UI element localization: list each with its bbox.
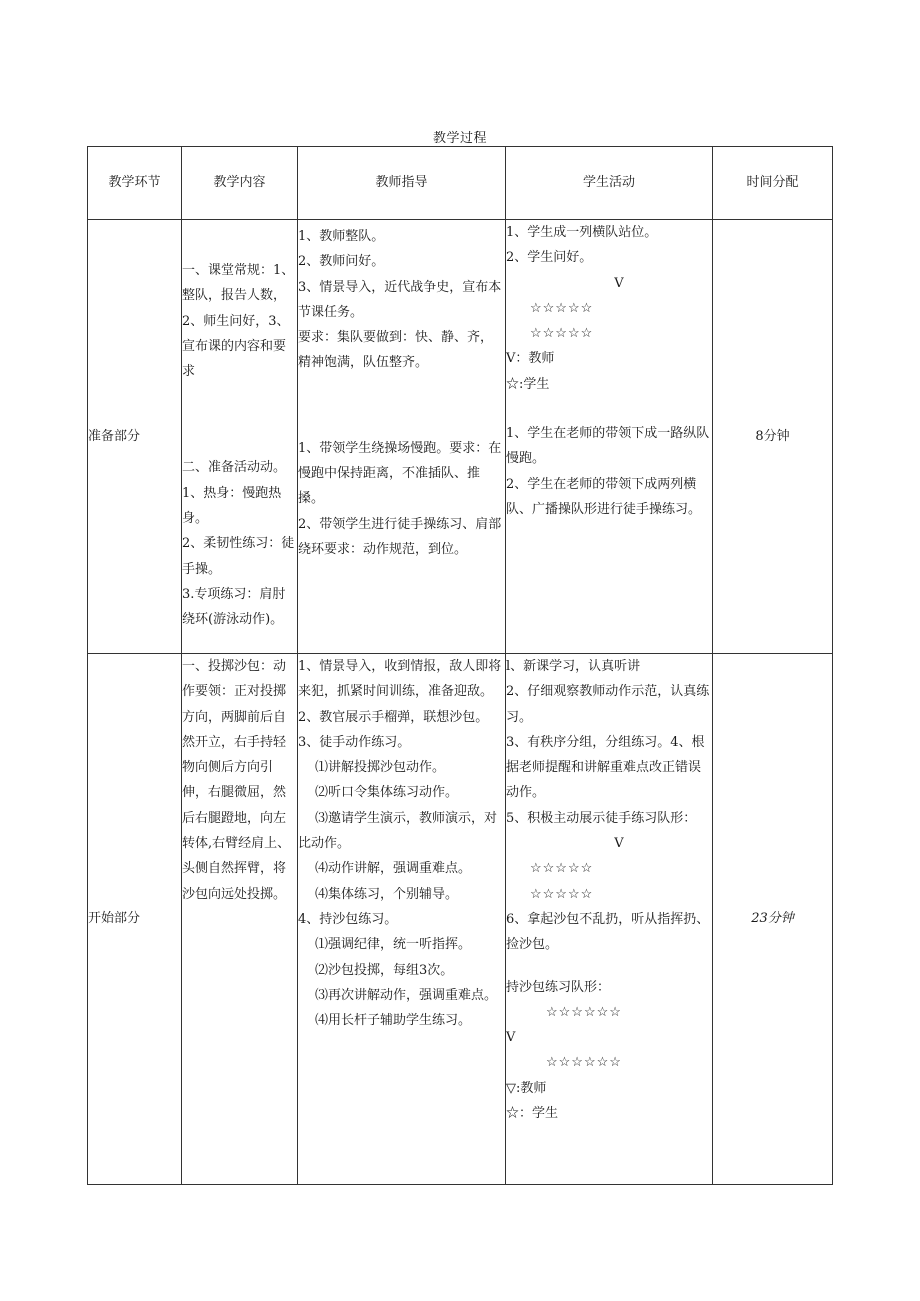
formation-row: ☆☆☆☆☆ [530, 861, 594, 877]
header-student: 学生活动 [506, 147, 713, 220]
start-time-cell [713, 654, 833, 1185]
practice-row: ☆☆☆☆☆☆ [546, 1004, 622, 1020]
prep-stage-cell [88, 220, 182, 654]
start-teacher-step: ⑵沙包投掷，每组3次。 [315, 962, 454, 978]
teaching-process-table [87, 146, 833, 1185]
prep-teacher-line: 1、带领学生绕操场慢跑。要求：在慢跑中保持距离，不准插队、推搡。 [298, 440, 502, 507]
start-teacher-line: 2、教官展示手榴弹，联想沙包。 [298, 709, 489, 725]
practice-formation-title: 持沙包练习队形： [506, 979, 611, 995]
start-teacher-step: ⑴强调纪律，统一听指挥。 [315, 937, 472, 953]
prep-content-cell [182, 220, 298, 654]
prep-content-warmup: 3.专项练习：肩肘绕环(游泳动作)。 [182, 586, 286, 628]
start-student-cell [506, 654, 713, 1185]
start-teacher-step: ⑶再次讲解动作，强调重难点。 [315, 987, 498, 1003]
legend-student: ☆：学生 [506, 1106, 559, 1122]
formation-row: ☆☆☆☆☆ [530, 326, 594, 342]
formation-row: ☆☆☆☆☆ [530, 886, 594, 902]
start-student-line: 6、拿起沙包不乱扔，听从指挥扔、捡沙包。 [506, 911, 710, 953]
start-stage-cell [88, 654, 182, 1185]
prep-teacher-line: 3、情景导入，近代战争史，宣布本节课任务。 [298, 279, 502, 320]
start-teacher-step: ⑵听口令集体练习动作。 [315, 785, 459, 801]
table-row-start [88, 654, 833, 1185]
start-stage: 开始部分 [88, 911, 141, 927]
prep-time-cell [713, 220, 833, 654]
start-teacher-line: 4、持沙包练习。 [298, 911, 398, 927]
header-stage: 教学环节 [88, 147, 182, 220]
formation-teacher-mark: V [614, 836, 624, 852]
prep-content-routine: 一、课堂常规：1、整队，报告人数，2、师生问好，3、宣布课的内容和要求 [182, 263, 295, 380]
start-teacher-cell [298, 654, 506, 1185]
prep-student-line: 2、学生问好。 [506, 250, 593, 266]
start-teacher-line: 3、徒手动作练习。 [298, 734, 411, 750]
start-teacher-step: ⑷集体练习，个别辅导。 [315, 886, 459, 902]
prep-content-warmup: 二、准备活动动。 [182, 460, 287, 476]
page-title: 教学过程 [432, 131, 487, 146]
practice-teacher-mark: V [506, 1030, 516, 1046]
legend-teacher: V：教师 [506, 351, 555, 367]
start-student-line: l、新课学习，认真听讲 [506, 659, 641, 674]
prep-student-cell [506, 220, 713, 654]
prep-content-warmup: 1、热身：慢跑热身。 [182, 485, 282, 527]
prep-teacher-line: 2、教师问好。 [298, 254, 385, 270]
start-teacher-step: ⑴讲解投掷沙包动作。 [315, 760, 446, 776]
prep-content-warmup: 2、柔韧性练习：徒手操。 [182, 536, 295, 577]
legend-student: ☆:学生 [506, 376, 550, 392]
header-content: 教学内容 [182, 147, 298, 220]
prep-student-line: 1、学生在老师的带领下成一路纵队慢跑。 [506, 426, 710, 467]
prep-student-line: 1、学生成一列横队站位。 [506, 225, 658, 240]
start-content-text: 一、投掷沙包：动作要领：正对投掷方向，两脚前后自然开立，右手持轻物向侧后方向引伸，右腿微屈，然后右腿蹬地，向左转体,右臂经肩上、头侧自然挥臂，将沙包向远处投掷。 [182, 659, 291, 902]
header-time: 时间分配 [713, 147, 833, 220]
start-time: 23分钟 [751, 911, 794, 927]
start-teacher-line: 1、情景导入，收到情报，敌人即将来犯，抓紧时间训练，准备迎敌。 [298, 659, 502, 700]
start-teacher-step: ⑶邀请学生演示，教师演示，对比动作。 [298, 810, 498, 852]
header-teacher: 教师指导 [298, 147, 506, 220]
practice-row: ☆☆☆☆☆☆ [546, 1055, 622, 1071]
formation-teacher-mark: V [614, 275, 624, 291]
formation-row: ☆☆☆☆☆ [530, 300, 594, 316]
prep-teacher-line: 2、带领学生进行徒手操练习、肩部绕环要求：动作规范，到位。 [298, 516, 502, 557]
prep-stage: 准备部分 [88, 428, 141, 444]
prep-time: 8分钟 [755, 428, 790, 444]
prep-teacher-line: 要求：集队要做到：快、静、齐，精神饱满，队伍整齐。 [298, 330, 494, 371]
table-row-prep [88, 220, 833, 654]
prep-student-line: 2、学生在老师的带领下成两列横队、广播操队形进行徒手操练习。 [506, 476, 702, 517]
start-content-cell [182, 654, 298, 1185]
start-student-line: 5、积极主动展示徒手练习队形： [506, 810, 697, 826]
start-student-line: 3、有秩序分组，分组练习。4、根据老师提醒和讲解重难点改正错误动作。 [506, 734, 705, 801]
start-student-line: 2、仔细观察教师动作示范，认真练习。 [506, 684, 710, 725]
header-row [88, 147, 833, 220]
start-teacher-step: ⑷用长杆子辅助学生练习。 [315, 1013, 472, 1029]
start-teacher-step: ⑷动作讲解，强调重难点。 [315, 861, 472, 877]
prep-teacher-cell [298, 220, 506, 654]
prep-teacher-line: 1、教师整队。 [298, 229, 385, 244]
legend-teacher: ▽:教师 [506, 1080, 547, 1096]
